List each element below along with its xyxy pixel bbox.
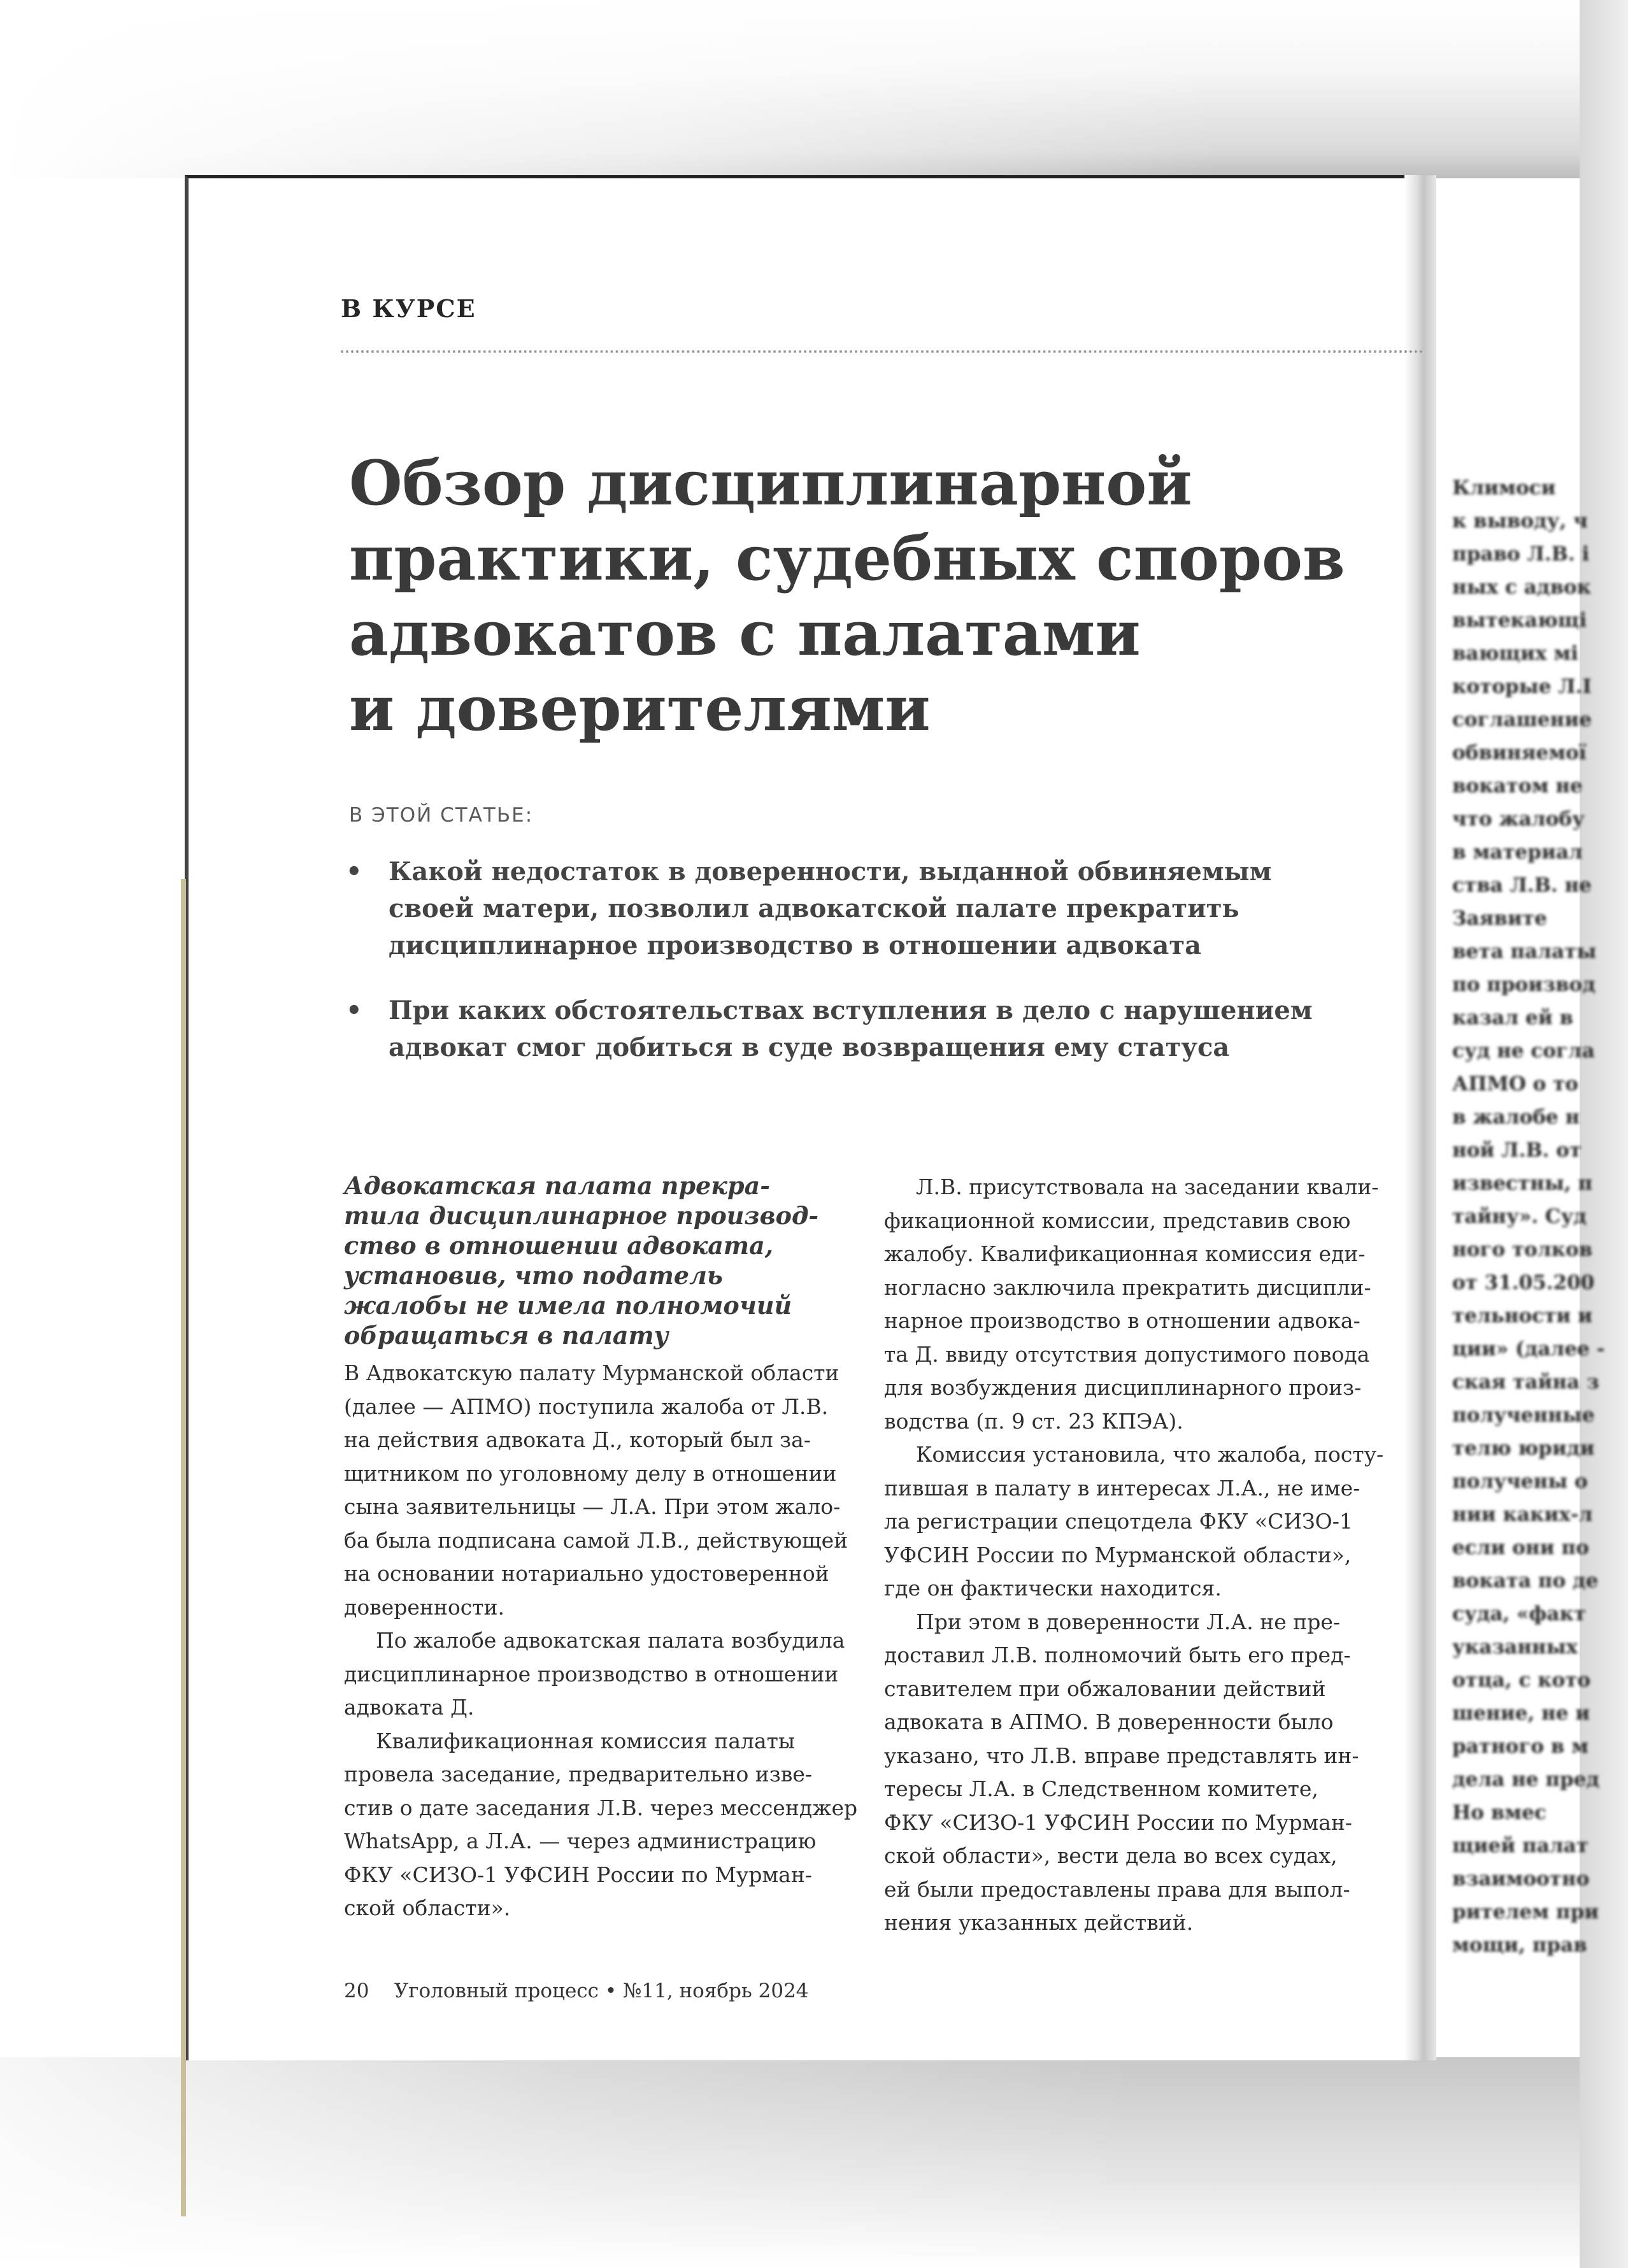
- text-line: на действия адвоката Д., который был за-: [344, 1427, 811, 1452]
- dotted-divider: [341, 350, 1424, 353]
- adjacent-page-line: полученные: [1452, 1404, 1595, 1427]
- text-line: (далее — АПМО) поступила жалоба от Л.В.: [344, 1394, 829, 1419]
- adjacent-page-line: щией палат: [1452, 1834, 1589, 1857]
- lead-line: тила дисциплинарное производ-: [344, 1201, 819, 1230]
- section-lead: [344, 1171, 873, 1350]
- text-line: Квалификационная комиссия палаты: [376, 1728, 796, 1753]
- text-line: сына заявительницы — Л.А. При этом жало-: [344, 1494, 841, 1519]
- adjacent-page-line: соглашение: [1452, 708, 1592, 731]
- scan-shadow-top: [0, 0, 1628, 178]
- bullet-icon: •: [346, 995, 362, 1025]
- footer-separator: •: [604, 1979, 617, 2002]
- lead-line: установив, что податель: [344, 1261, 723, 1290]
- adjacent-page-line: вающих мі: [1452, 642, 1578, 665]
- text-line: жалобу. Квалификационная комиссия еди-: [884, 1241, 1366, 1266]
- text-line: Л.В. присутствовала на заседании квали-: [916, 1174, 1379, 1199]
- text-line: УФСИН России по Мурманской области»,: [884, 1542, 1352, 1567]
- title-line: адвокатов с палатами: [349, 597, 1141, 669]
- bullet-line: Какой недостаток в доверенности, выданной обвиняемым: [389, 857, 1272, 887]
- adjacent-page-line: если они по: [1452, 1536, 1589, 1559]
- text-line: на основании нотариально удостоверенной: [344, 1561, 829, 1586]
- adjacent-page-line: Но вмес: [1452, 1801, 1546, 1824]
- title-line: и доверителями: [349, 673, 931, 745]
- bullet-line: адвокат смог добиться в суде возвращения ему статуса: [389, 1032, 1230, 1062]
- text-line: ской области».: [344, 1895, 511, 1920]
- text-line: нарное производство в отношении адвока-: [884, 1308, 1360, 1333]
- adjacent-page-line: тельности и: [1452, 1304, 1593, 1327]
- lead-line: Адвокатская палата прекра-: [344, 1171, 770, 1200]
- text-line: По жалобе адвокатская палата возбудила: [376, 1628, 845, 1653]
- text-line: доверенности.: [344, 1594, 505, 1620]
- text-line: ставителем при обжаловании действий: [884, 1676, 1326, 1701]
- text-line: провела заседание, предварительно изве-: [344, 1762, 813, 1787]
- adjacent-page-line: дела не пред: [1452, 1768, 1600, 1791]
- adjacent-page-line: ных с адвок: [1452, 576, 1592, 599]
- text-line: Комиссия установила, что жалоба, посту-: [916, 1442, 1384, 1467]
- text-line: ей были предоставлены права для выпол-: [884, 1876, 1350, 1902]
- adjacent-page-line: тайну». Суд: [1452, 1205, 1587, 1228]
- adjacent-page-line: нии каких-л: [1452, 1503, 1593, 1526]
- lead-line: жалобы не имела полномочий: [344, 1291, 792, 1320]
- adjacent-page-line: обвиняемої: [1452, 741, 1587, 764]
- text-line: ской области», вести дела во всех судах,: [884, 1843, 1338, 1868]
- paragraph: [884, 1438, 1413, 1606]
- text-line: водства (п. 9 ст. 23 КПЭА).: [884, 1408, 1183, 1434]
- in-article-item: [341, 853, 1385, 964]
- in-article-item: [341, 992, 1385, 1066]
- in-article-list: [341, 853, 1385, 1094]
- bullet-line: своей матери, позволил адвокатской палате прекратить: [389, 894, 1239, 924]
- article-title: [349, 446, 1368, 746]
- adjacent-page-line: ратного в м: [1452, 1735, 1589, 1758]
- adjacent-page-line: казал ей в: [1452, 1006, 1574, 1029]
- text-line: В Адвокатскую палату Мурманской области: [344, 1360, 839, 1385]
- adjacent-page-line: право Л.В. і: [1452, 543, 1590, 566]
- title-line: Обзор дисциплинарной: [349, 447, 1192, 519]
- text-line: адвоката в АПМО. В доверенности было: [884, 1709, 1334, 1734]
- adjacent-page-line: суд не согла: [1452, 1039, 1595, 1062]
- scan-shadow-bottom: [0, 2057, 1628, 2268]
- adjacent-page-line: ства Л.В. не: [1452, 874, 1592, 897]
- paragraph: [344, 1357, 873, 1624]
- adjacent-page-line: к выводу, ч: [1452, 510, 1588, 532]
- text-line: ла регистрации спецотдела ФКУ «СИЗО-1: [884, 1509, 1353, 1534]
- text-line: WhatsApp, а Л.А. — через администрацию: [344, 1829, 817, 1853]
- text-line: где он фактически находится.: [884, 1576, 1222, 1601]
- text-line: фикационной комиссии, представив свою: [884, 1208, 1351, 1233]
- adjacent-page-line: вытекающі: [1452, 609, 1587, 632]
- adjacent-page-line: рителем при: [1452, 1901, 1599, 1923]
- bullet-line: дисциплинарное производство в отношении адвоката: [389, 931, 1202, 960]
- paragraph: [884, 1606, 1413, 1940]
- text-line: ногласно заключила прекратить дисципли-: [884, 1274, 1371, 1300]
- adjacent-page-line: указанных: [1452, 1636, 1578, 1658]
- text-line: указано, что Л.В. вправе представлять ин-: [884, 1743, 1359, 1768]
- text-line: тересы Л.А. в Следственном комитете,: [884, 1776, 1318, 1801]
- adjacent-page-line: Заявите: [1452, 907, 1547, 930]
- text-line: щитником по уголовному делу в отношении: [344, 1460, 837, 1486]
- adjacent-page-line: ной Л.В. от: [1452, 1139, 1582, 1162]
- bullet-line: При каких обстоятельствах вступления в дело с нарушением: [389, 995, 1313, 1025]
- adjacent-page-line: в материал: [1452, 841, 1583, 864]
- adjacent-page-line: ская тайна з: [1452, 1371, 1599, 1394]
- text-line: для возбуждения дисциплинарного произ-: [884, 1375, 1362, 1400]
- text-line: та Д. ввиду отсутствия допустимого повода: [884, 1341, 1370, 1367]
- text-line: адвоката Д.: [344, 1695, 475, 1720]
- left-column: [344, 1171, 873, 1925]
- in-article-label: В ЭТОЙ СТАТЬЕ:: [349, 804, 534, 827]
- paragraph: [344, 1624, 873, 1725]
- text-line: доставил Л.В. полномочий быть его пред-: [884, 1643, 1351, 1667]
- text-line: ба была подписана самой Л.В., действующей: [344, 1527, 848, 1553]
- bullet-icon: •: [346, 857, 362, 887]
- page-number: 20: [344, 1979, 369, 2002]
- adjacent-page-line: получены о: [1452, 1470, 1588, 1493]
- adjacent-page-fragment: [1452, 471, 1628, 2000]
- title-line: практики, судебных споров: [349, 522, 1345, 594]
- text-line: пившая в палату в интересах Л.А., не име-: [884, 1475, 1360, 1501]
- page-footer: [344, 1979, 809, 2002]
- adjacent-page-line: ного толков: [1452, 1238, 1593, 1261]
- adjacent-page-line: отца, с кото: [1452, 1669, 1591, 1692]
- adjacent-page-line: воката по де: [1452, 1569, 1599, 1592]
- text-line: При этом в доверенности Л.А. не пре-: [916, 1609, 1341, 1634]
- right-column: [884, 1171, 1413, 1940]
- paragraph: [344, 1725, 873, 1925]
- adjacent-page-line: которые Л.І: [1452, 675, 1592, 698]
- text-line: дисциплинарное производство в отношении: [344, 1661, 839, 1687]
- text-line: нения указанных действий.: [884, 1910, 1194, 1935]
- adjacent-page-line: телю юриди: [1452, 1437, 1595, 1460]
- adjacent-page-line: мощи, прав: [1452, 1934, 1587, 1957]
- adjacent-page-line: что жалобу: [1452, 808, 1585, 831]
- adjacent-page-line: шение, не и: [1452, 1702, 1590, 1725]
- lead-line: обращаться в палату: [344, 1321, 669, 1350]
- paragraph: [884, 1171, 1413, 1438]
- adjacent-page-line: АПМО о то: [1452, 1073, 1578, 1095]
- journal-name: Уголовный процесс: [394, 1979, 599, 2002]
- adjacent-page-line: от 31.05.200: [1452, 1271, 1595, 1294]
- adjacent-page-line: Климоси: [1452, 476, 1556, 499]
- adjacent-page-line: суда, «факт: [1452, 1602, 1587, 1625]
- adjacent-page-line: известны, п: [1452, 1172, 1593, 1195]
- adjacent-page-line: ции» (далее -: [1452, 1337, 1605, 1360]
- issue-info: №11, ноябрь 2024: [623, 1979, 809, 2002]
- text-line: стив о дате заседания Л.В. через мессенджер: [344, 1795, 858, 1820]
- adjacent-page-line: вокатом не: [1452, 774, 1583, 797]
- lead-line: ство в отношении адвоката,: [344, 1231, 773, 1260]
- adjacent-page-line: в жалобе н: [1452, 1106, 1580, 1129]
- adjacent-page-line: вета палаты: [1452, 940, 1597, 963]
- adjacent-page-line: взаимоотно: [1452, 1867, 1590, 1890]
- text-line: ФКУ «СИЗО-1 УФСИН России по Мурман-: [884, 1809, 1352, 1835]
- adjacent-page-line: по производ: [1452, 973, 1596, 996]
- text-line: ФКУ «СИЗО-1 УФСИН России по Мурман-: [344, 1862, 812, 1887]
- section-label: В КУРСЕ: [341, 294, 476, 323]
